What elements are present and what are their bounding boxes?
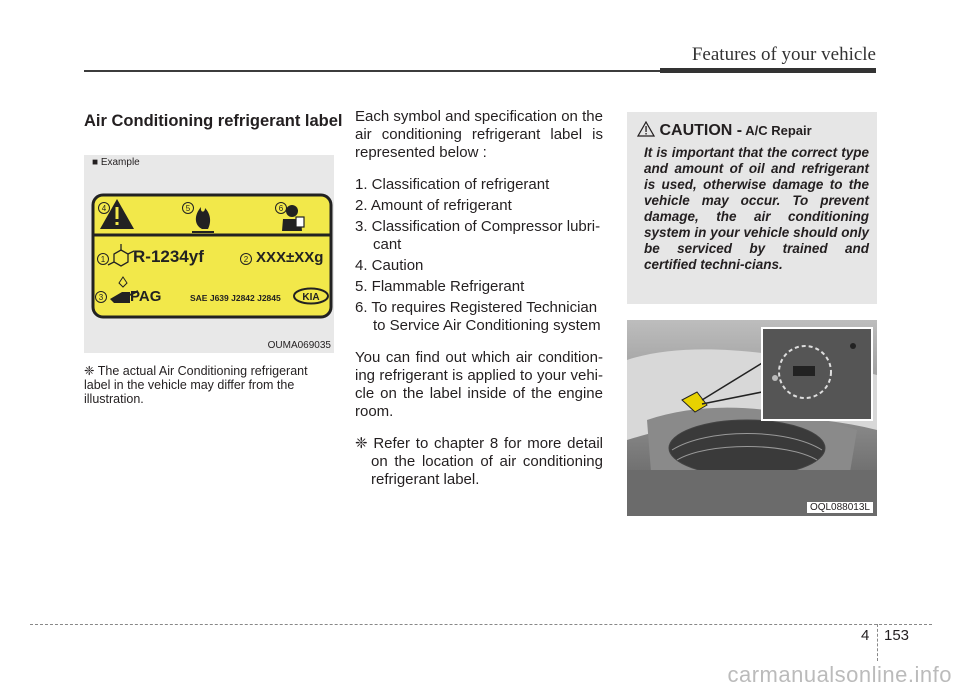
intro-text: Each symbol and specification on the air conditioning refrigerant label is represented below : [355,108,603,161]
label-number: 3 [98,293,104,302]
label-number: 1 [100,255,106,264]
refrigerant-label-figure [84,155,334,353]
footer-rule [30,624,932,625]
caution-title: CAUTION - [659,122,743,139]
location-paragraph: You can find out which air condition-ing refrigerant is applied to your vehi-cle on the label inside of the engine room. [355,349,603,420]
caution-box [627,112,877,304]
header-rule-accent [660,68,876,73]
symbol-list [355,176,603,335]
footer-divider [877,624,878,661]
note-text: The actual Air Conditioning refrigerant label in the vehicle may differ from the illustration. [84,364,308,406]
caution-subtitle: A/C Repair [742,123,812,138]
lubricant-type: PAG [130,288,162,305]
watermark: carmanualsonline.info [727,662,952,687]
running-header: Features of your vehicle [691,44,876,65]
refrigerant-amount: XXX±XXg [256,249,324,266]
chapter-number: 4 [861,627,870,644]
note-mark: ❈ [84,364,95,378]
list-item: 4. Caution [355,257,424,274]
list-item: 3. Classification of Compressor lubri-cant [355,218,601,253]
figure-example-label: ■ Example [92,157,140,168]
list-item: 2. Amount of refrigerant [355,197,512,214]
refrigerant-label-illustration [84,155,334,353]
chapter-reference-note: ❈ Refer to chapter 8 for more detail on the location of air conditioning refrigerant label. [355,435,603,488]
car-front-illustration [627,320,877,516]
engine-room-photo [627,320,877,516]
symbol-description-column [355,108,603,489]
label-number: 6 [278,204,284,213]
list-item: 6. To requires Registered Technician to Service Air Conditioning system [355,299,601,334]
kia-logo: KIA [302,292,320,303]
list-item: 1. Classification of refrigerant [355,176,550,193]
figure-code: OUMA069035 [267,340,331,351]
label-number: 4 [101,204,107,213]
figure-code: OQL088013L [807,502,873,513]
label-number: 2 [243,255,249,264]
caution-heading [637,121,812,140]
figure-note [84,364,336,406]
caution-text: It is important that the correct type and amount of oil and refrigerant is used, otherwise damage to the vehicle may occur. To prevent damage, the air conditioning system in your vehicle should only be serviced by trained and certified techni-cians. [644,145,869,272]
sae-standards: SAE J639 J2842 J2845 [190,293,281,303]
warning-triangle-icon [637,121,655,137]
label-number: 5 [185,204,191,213]
refrigerant-type: R-1234yf [133,247,204,266]
list-item: 5. Flammable Refrigerant [355,278,525,295]
section-title: Air Conditioning refrigerant label [84,112,343,130]
page-number: 153 [884,627,910,644]
